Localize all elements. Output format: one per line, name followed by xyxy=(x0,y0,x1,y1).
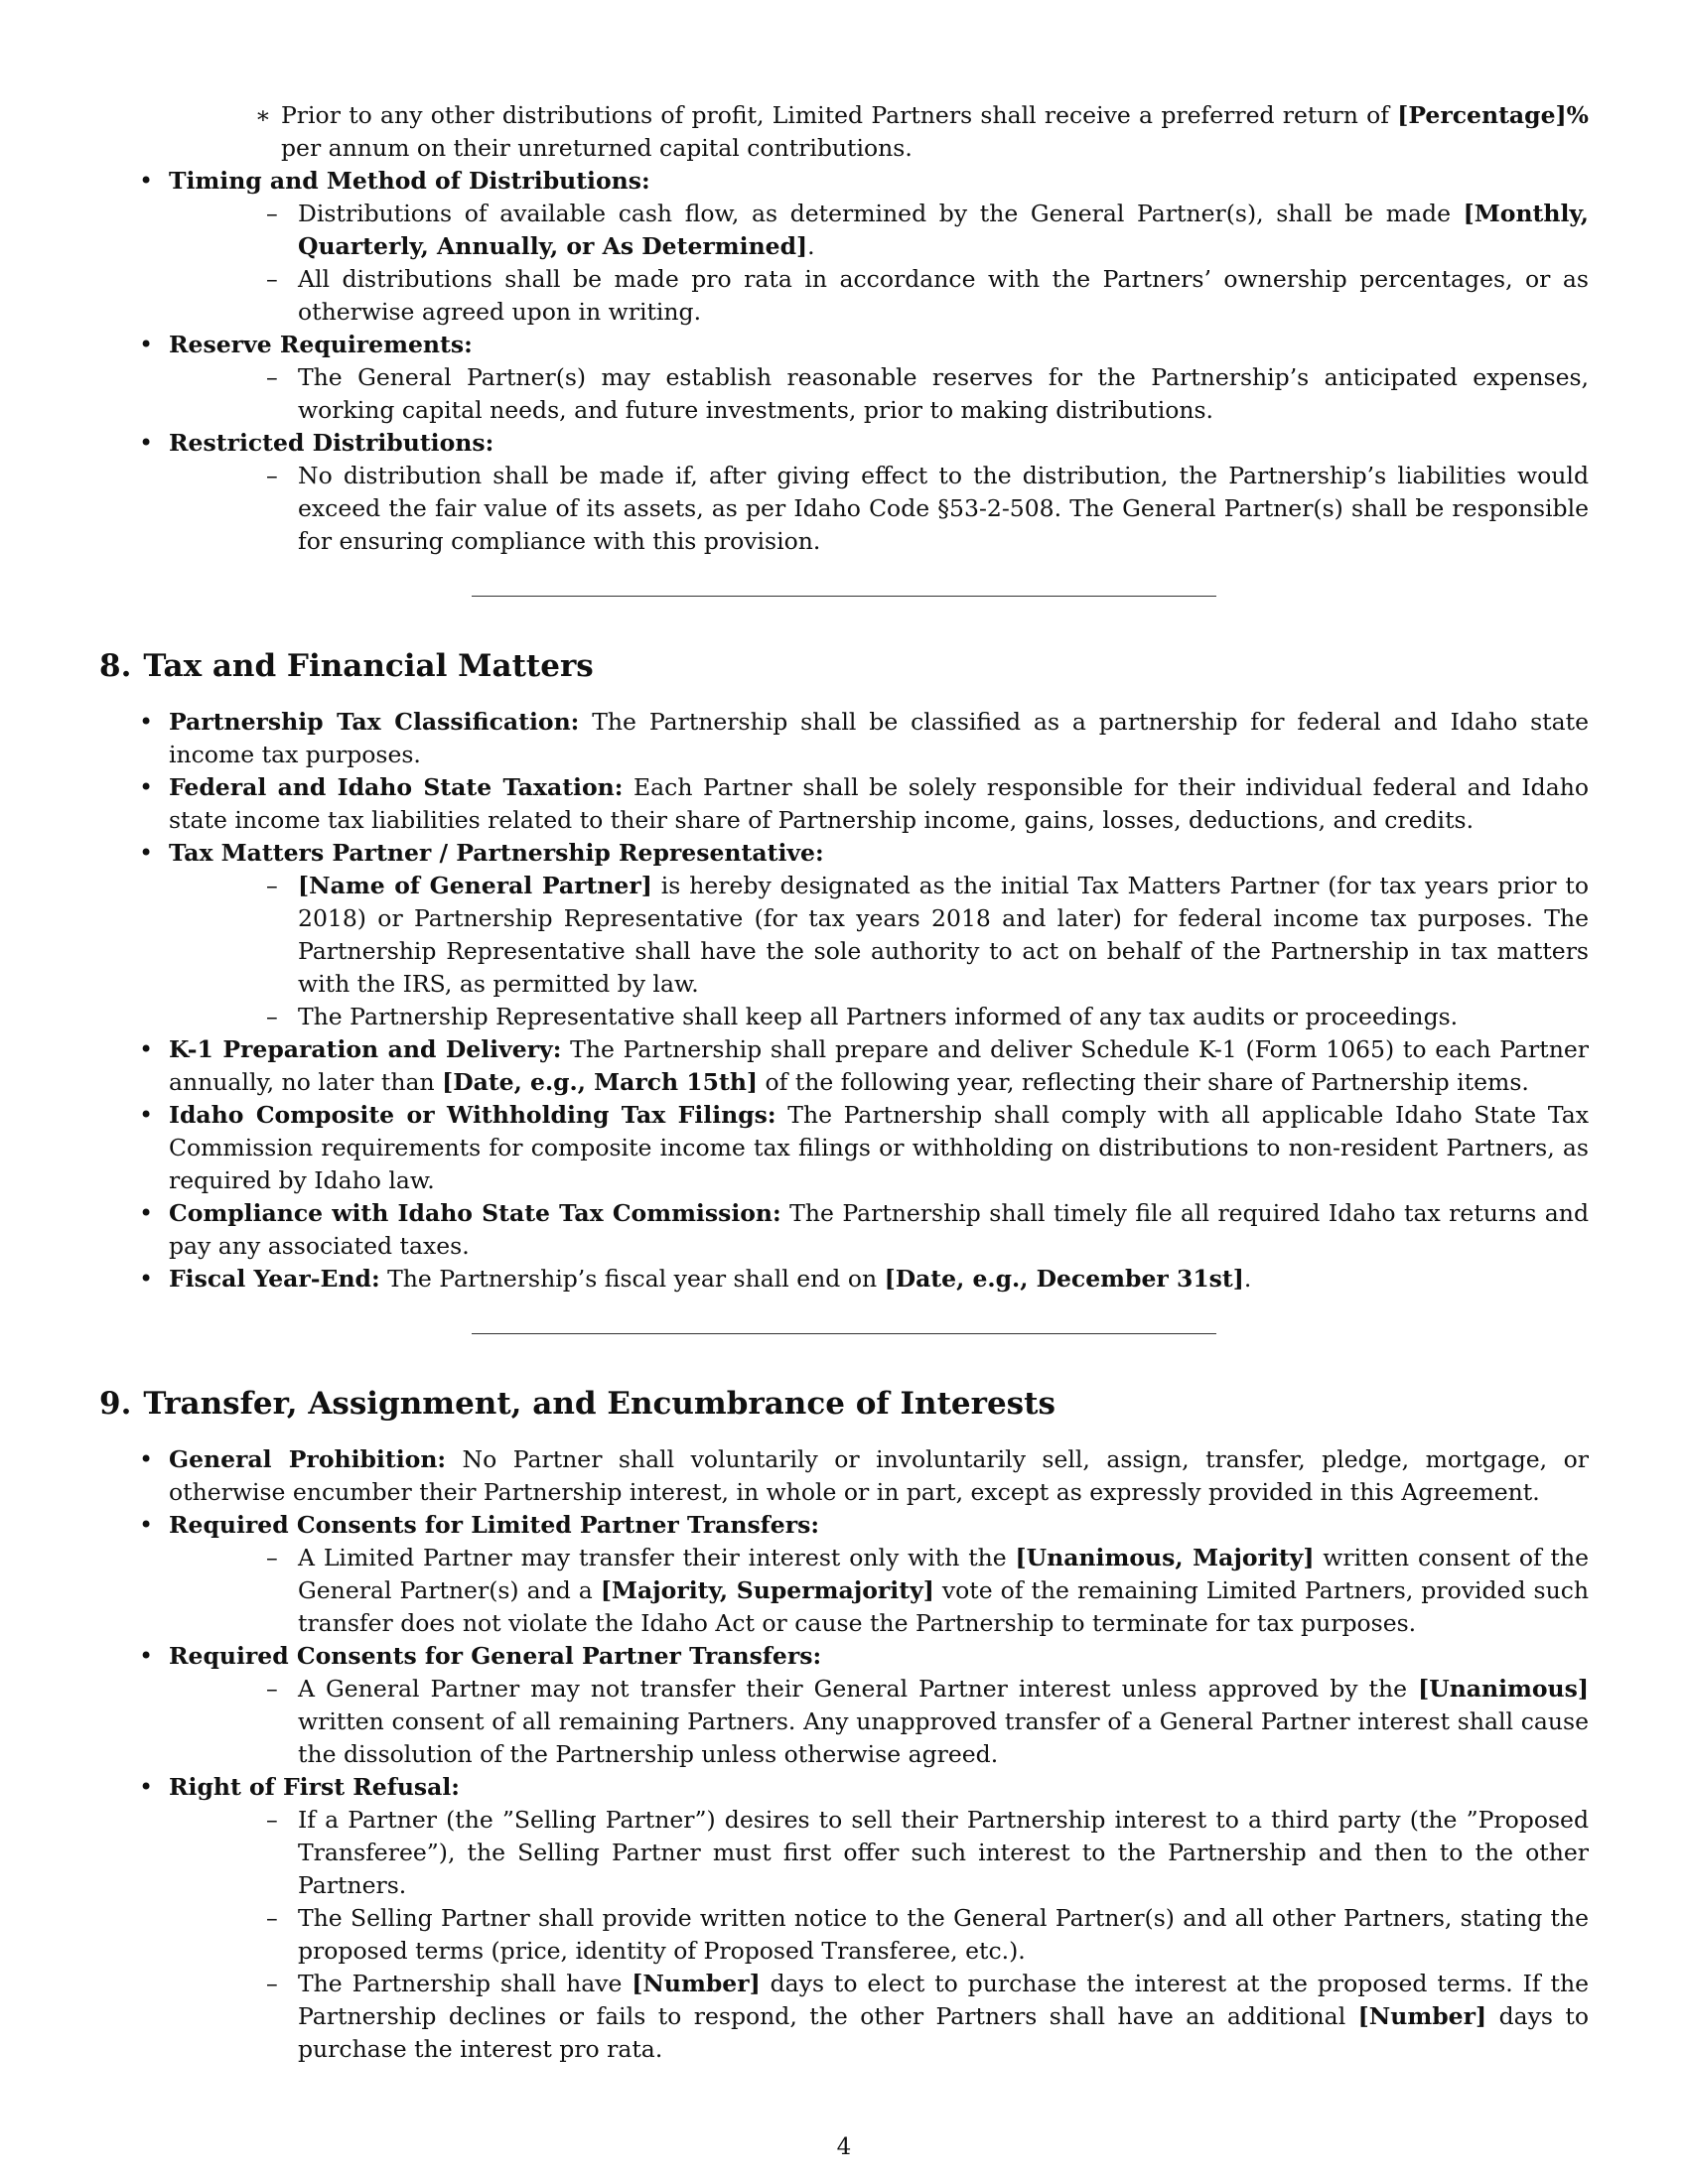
timing-item xyxy=(99,165,1589,329)
tax-matters-subitem: – [Name of General Partner] is hereby designated as the initial Tax Matters Partner (for tax years prior to 2018) or Partnership Representative (for tax years 2018 and later) for federal income tax purposes. The Partnership Representative shall have the sole authority to act on behalf of the Partnership in tax matters with the IRS, as permitted by law. xyxy=(169,870,1589,1001)
reserve-item xyxy=(99,329,1589,427)
preferred-return-item: ∗ Prior to any other distributions of profit, Limited Partners shall receive a preferred return of [Percentage]% per annum on their unreturned capital contributions. xyxy=(99,99,1589,165)
timing-subitem: – All distributions shall be made pro rata in accordance with the Partners’ ownership percentages, or as otherwise agreed upon in writing. xyxy=(169,263,1589,329)
compliance-item: • Compliance with Idaho State Tax Commission: The Partnership shall timely file all required Idaho tax returns and pay any associated taxes. xyxy=(99,1197,1589,1263)
distribution-continuation-list xyxy=(99,99,1589,558)
restricted-subitem: – No distribution shall be made if, after giving effect to the distribution, the Partnership’s liabilities would exceed the fair value of its assets, as per Idaho Code §53-2-508. The General Partner(s) shall be responsible for ensuring compliance with this provision. xyxy=(169,460,1589,558)
general-transfers-item: • Required Consents for General Partner Transfers: – A General Partner may not transfer their General Partner interest unless approved by the [Unanimous] written consent of all remaining Partners. Any unapproved transfer of a General Partner interest shall cause the dissolution of the Partnership unless otherwise agreed. xyxy=(99,1640,1589,1771)
composite-item: • Idaho Composite or Withholding Tax Filings: The Partnership shall comply with all applicable Idaho State Tax Commission requirements for composite income tax filings or withholding on distributions to non-resident Partners, as required by Idaho law. xyxy=(99,1099,1589,1197)
page-number: 4 xyxy=(836,2134,852,2160)
rofr-subitem: – The Partnership shall have [Number] days to elect to purchase the interest at the proposed terms. If the Partnership declines or fails to respond, the other Partners shall have an additional [Number] days to purchase the interest pro rata. xyxy=(169,1968,1589,2066)
restricted-item xyxy=(99,427,1589,558)
section-8-list xyxy=(99,706,1589,1296)
classification-item: • Partnership Tax Classification: The Partnership shall be classified as a partnership for federal and Idaho state income tax purposes. xyxy=(99,706,1589,771)
federal-idaho-item: • Federal and Idaho State Taxation: Each Partner shall be solely responsible for their individual federal and Idaho state income tax liabilities related to their share of Partnership income, gains, losses, deductions, and credits. xyxy=(99,771,1589,837)
section-divider xyxy=(472,1333,1216,1334)
timing-label: Timing and Method of Distributions: xyxy=(169,167,650,195)
rofr-subitem: – If a Partner (the ”Selling Partner”) desires to sell their Partnership interest to a third party (the ”Proposed Transferee”), the Selling Partner must first offer such interest to the Partnership and then to the other Partners. xyxy=(169,1804,1589,1902)
tax-matters-subitem: – The Partnership Representative shall keep all Partners informed of any tax audits or proceedings. xyxy=(169,1001,1589,1033)
timing-subitem: – Distributions of available cash flow, as determined by the General Partner(s), shall be made [Monthly, Quarterly, Annually, or As Determined]. xyxy=(169,198,1589,263)
k1-item: • K-1 Preparation and Delivery: The Partnership shall prepare and deliver Schedule K-1 (Form 1065) to each Partner annually, no later than [Date, e.g., March 15th] of the following year, reflecting their share of Partnership items. xyxy=(99,1033,1589,1099)
section-divider xyxy=(472,596,1216,597)
section-9-heading: 9. Transfer, Assignment, and Encumbrance of Interests xyxy=(99,1386,1055,1422)
fiscal-item: • Fiscal Year-End: The Partnership’s fiscal year shall end on [Date, e.g., December 31st]. xyxy=(99,1263,1589,1296)
restricted-label: Restricted Distributions: xyxy=(169,429,494,457)
section-9-list xyxy=(99,1443,1589,2066)
reserve-label: Reserve Requirements: xyxy=(169,331,473,358)
tax-matters-item: • Tax Matters Partner / Partnership Representative: – [Name of General Partner] is hereby designated as the initial Tax Matters Partner (for tax years prior to 2018) or Partnership Representative (for tax years 2018 and later) for federal income tax purposes. The Partnership Representative shall have the sole authority to act on behalf of the Partnership in tax matters with the IRS, as permitted by law. – The Partnership Representative shall keep all Partners informed of any tax audits or proceedings. xyxy=(99,837,1589,1033)
limited-transfers-subitem: – A Limited Partner may transfer their interest only with the [Unanimous, Majority] written consent of the General Partner(s) and a [Majority, Supermajority] vote of the remaining Limited Partners, provided such transfer does not violate the Idaho Act or cause the Partnership to terminate for tax purposes. xyxy=(169,1542,1589,1640)
rofr-item: • Right of First Refusal: – If a Partner (the ”Selling Partner”) desires to sell their Partnership interest to a third party (the ”Proposed Transferee”), the Selling Partner must first offer such interest to the Partnership and then to the other Partners. – The Selling Partner shall provide written notice to the General Partner(s) and all other Partners, stating the proposed terms (price, identity of Proposed Transferee, etc.). – The Partnership shall have [Number] days to elect to purchase the interest at the proposed terms. If the Partnership declines or fails to respond, the other Partners shall have an additional [Number] days to purchase the interest pro rata. xyxy=(99,1771,1589,2066)
general-transfers-subitem: – A General Partner may not transfer their General Partner interest unless approved by the [Unanimous] written consent of all remaining Partners. Any unapproved transfer of a General Partner interest shall cause the dissolution of the Partnership unless otherwise agreed. xyxy=(169,1673,1589,1771)
reserve-subitem: – The General Partner(s) may establish reasonable reserves for the Partnership’s anticipated expenses, working capital needs, and future investments, prior to making distributions. xyxy=(169,361,1589,427)
limited-transfers-item: • Required Consents for Limited Partner Transfers: – A Limited Partner may transfer their interest only with the [Unanimous, Majority] written consent of the General Partner(s) and a [Majority, Supermajority] vote of the remaining Limited Partners, provided such transfer does not violate the Idaho Act or cause the Partnership to terminate for tax purposes. xyxy=(99,1509,1589,1640)
section-8-heading: 8. Tax and Financial Matters xyxy=(99,648,594,684)
general-prohibition-item: • General Prohibition: No Partner shall voluntarily or involuntarily sell, assign, transfer, pledge, mortgage, or otherwise encumber their Partnership interest, in whole or in part, except as expressly provided in this Agreement. xyxy=(99,1443,1589,1509)
rofr-subitem: – The Selling Partner shall provide written notice to the General Partner(s) and all other Partners, stating the proposed terms (price, identity of Proposed Transferee, etc.). xyxy=(169,1902,1589,1968)
page-content xyxy=(99,99,1589,2066)
